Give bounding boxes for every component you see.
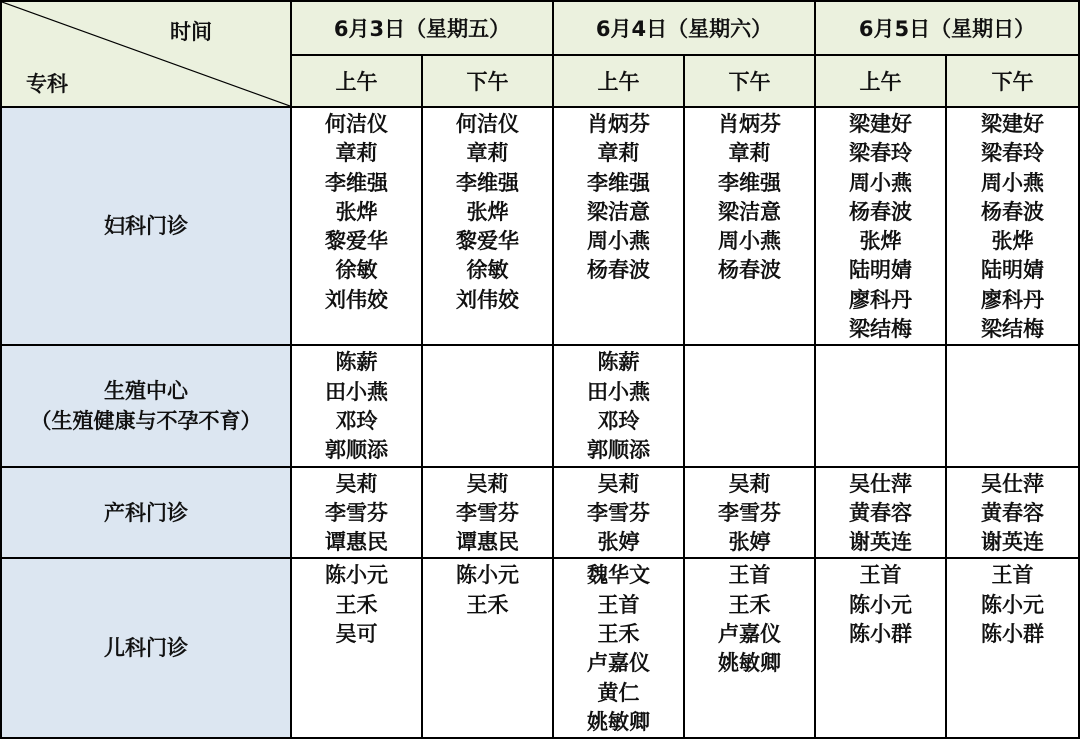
schedule-cell	[422, 467, 553, 559]
department-name: 产科门诊	[104, 500, 188, 525]
doctor-name: 黎爱华	[456, 229, 519, 254]
doctor-name: 陈小群	[849, 622, 913, 647]
doctor-name: 徐敏	[466, 258, 509, 283]
doctor-name: 梁春玲	[849, 141, 913, 166]
doctor-name: 黄春容	[849, 500, 913, 525]
department-name-cell	[1, 345, 291, 466]
doctor-name: 吴仕萍	[849, 471, 913, 496]
schedule-cell	[946, 467, 1079, 559]
doctor-name: 李雪芬	[456, 500, 519, 525]
schedule-cell	[684, 107, 815, 345]
doctor-name: 章莉	[728, 141, 771, 166]
period-header: 上午	[291, 55, 422, 107]
doctor-name: 周小燕	[981, 170, 1045, 195]
doctor-name: 姚敏卿	[718, 651, 782, 676]
schedule-cell	[815, 467, 946, 559]
schedule-cell	[553, 345, 684, 466]
schedule-cell	[422, 558, 553, 738]
schedule-cell	[684, 345, 815, 466]
doctor-name: 肖炳芬	[718, 112, 782, 136]
department-row	[1, 107, 1079, 345]
doctor-name: 谭惠民	[325, 530, 388, 555]
schedule-cell	[684, 558, 815, 738]
doctor-name: 吴可	[335, 622, 378, 647]
doctor-name: 张烨	[466, 199, 509, 224]
doctor-name: 谢英连	[981, 530, 1045, 555]
doctor-name: 杨春波	[981, 199, 1045, 224]
doctor-name: 田小燕	[587, 379, 651, 404]
doctor-name: 吴莉	[466, 471, 509, 496]
doctor-name: 张烨	[991, 229, 1034, 254]
doctor-name: 李雪芬	[325, 500, 388, 525]
doctor-name: 廖科丹	[849, 287, 913, 312]
date-header-1: 6月4日（星期六）	[553, 1, 815, 55]
doctor-name: 梁建好	[849, 112, 913, 136]
doctor-name: 肖炳芬	[587, 112, 651, 136]
doctor-name: 廖科丹	[981, 287, 1045, 312]
schedule-cell	[291, 107, 422, 345]
department-name: 儿科门诊	[104, 636, 188, 661]
schedule-cell	[946, 107, 1079, 345]
department-row	[1, 345, 1079, 466]
doctor-name: 魏华文	[587, 563, 651, 588]
doctor-name: 徐敏	[335, 258, 378, 283]
doctor-name: 王首	[859, 563, 902, 588]
doctor-name: 周小燕	[718, 229, 782, 254]
schedule-cell	[815, 107, 946, 345]
department-row	[1, 467, 1079, 559]
doctor-name: 陈薪	[335, 350, 378, 375]
doctor-name: 吴仕萍	[981, 471, 1045, 496]
doctor-name: 邓玲	[597, 408, 640, 433]
period-header: 下午	[422, 55, 553, 107]
doctor-name: 邓玲	[335, 408, 378, 433]
doctor-name: 陈小元	[849, 592, 913, 617]
doctor-name: 吴莉	[335, 471, 378, 496]
department-name-cell	[1, 107, 291, 345]
doctor-name: 王禾	[728, 592, 771, 617]
doctor-name: 章莉	[597, 141, 640, 166]
doctor-name: 吴莉	[728, 471, 771, 496]
doctor-name: 陈小元	[981, 592, 1045, 617]
doctor-name: 梁洁意	[587, 199, 651, 224]
doctor-name: 李维强	[718, 170, 782, 195]
doctor-name: 张烨	[859, 229, 902, 254]
doctor-name: 田小燕	[325, 379, 388, 404]
doctor-name: 梁洁意	[718, 199, 782, 224]
date-header-0: 6月3日（星期五）	[291, 1, 553, 55]
doctor-name: 陈薪	[597, 350, 640, 375]
doctor-name: 王禾	[597, 622, 640, 647]
doctor-name: 杨春波	[718, 258, 782, 283]
doctor-name: 张婷	[597, 530, 640, 555]
department-name: 妇科门诊	[104, 214, 188, 239]
period-header: 下午	[946, 55, 1079, 107]
doctor-name: 王首	[991, 563, 1034, 588]
doctor-name: 姚敏卿	[587, 709, 651, 734]
doctor-name: 章莉	[335, 141, 378, 166]
doctor-name: 王首	[728, 563, 771, 588]
doctor-name: 卢嘉仪	[718, 622, 782, 647]
doctor-name: 张烨	[335, 199, 378, 224]
doctor-name: 吴莉	[597, 471, 640, 496]
doctor-name: 黄春容	[981, 500, 1045, 525]
period-header: 上午	[815, 55, 946, 107]
department-name: 生殖中心	[104, 378, 188, 403]
doctor-name: 刘伟姣	[456, 287, 519, 312]
schedule-cell	[422, 107, 553, 345]
schedule-cell	[291, 467, 422, 559]
doctor-name: 周小燕	[849, 170, 913, 195]
doctor-name: 黄仁	[597, 680, 640, 705]
doctor-name: 李维强	[587, 170, 651, 195]
doctor-name: 李维强	[456, 170, 519, 195]
doctor-name: 黎爱华	[325, 229, 388, 254]
doctor-name: 谭惠民	[456, 530, 519, 555]
doctor-name: 梁春玲	[981, 141, 1045, 166]
doctor-name: 李雪芬	[718, 500, 782, 525]
doctor-name: 梁结梅	[981, 317, 1045, 342]
period-header: 下午	[684, 55, 815, 107]
schedule-cell	[946, 345, 1079, 466]
doctor-name: 何洁仪	[456, 112, 519, 136]
doctor-name: 梁建好	[981, 112, 1045, 136]
department-subname: （生殖健康与不孕不育）	[30, 408, 262, 433]
schedule-cell	[684, 467, 815, 559]
doctor-name: 何洁仪	[325, 112, 388, 136]
schedule-cell	[291, 345, 422, 466]
schedule-cell	[946, 558, 1079, 738]
doctor-name: 张婷	[728, 530, 771, 555]
specialty-label: 专科	[26, 72, 68, 96]
doctor-name: 李雪芬	[587, 500, 651, 525]
schedule-cell	[553, 558, 684, 738]
doctor-name: 杨春波	[587, 258, 651, 283]
department-name-cell	[1, 558, 291, 738]
schedule-cell	[422, 345, 553, 466]
department-row	[1, 558, 1079, 738]
schedule-cell	[815, 345, 946, 466]
doctor-name: 谢英连	[849, 530, 913, 555]
period-header: 上午	[553, 55, 684, 107]
doctor-name: 郭顺添	[325, 438, 388, 463]
doctor-name: 陈小元	[325, 563, 388, 588]
department-name-cell	[1, 467, 291, 559]
doctor-name: 陈小元	[456, 563, 519, 588]
time-label: 时间	[170, 20, 212, 44]
schedule-cell	[815, 558, 946, 738]
doctor-name: 刘伟姣	[325, 287, 388, 312]
doctor-name: 陆明婧	[981, 258, 1045, 283]
doctor-name: 陈小群	[981, 622, 1045, 647]
doctor-name: 王禾	[335, 592, 378, 617]
doctor-name: 王首	[597, 592, 640, 617]
doctor-name: 周小燕	[587, 229, 651, 254]
doctor-name: 杨春波	[849, 199, 913, 224]
doctor-name: 章莉	[466, 141, 509, 166]
doctor-name: 李维强	[325, 170, 388, 195]
doctor-name: 卢嘉仪	[587, 651, 651, 676]
schedule-cell	[291, 558, 422, 738]
doctor-name: 郭顺添	[587, 438, 651, 463]
date-header-2: 6月5日（星期日）	[815, 1, 1079, 55]
schedule-cell	[553, 467, 684, 559]
doctor-name: 梁结梅	[849, 317, 913, 342]
doctor-name: 陆明婧	[849, 258, 913, 283]
corner-header-cell	[1, 1, 291, 107]
doctor-name: 王禾	[466, 592, 509, 617]
schedule-cell	[553, 107, 684, 345]
